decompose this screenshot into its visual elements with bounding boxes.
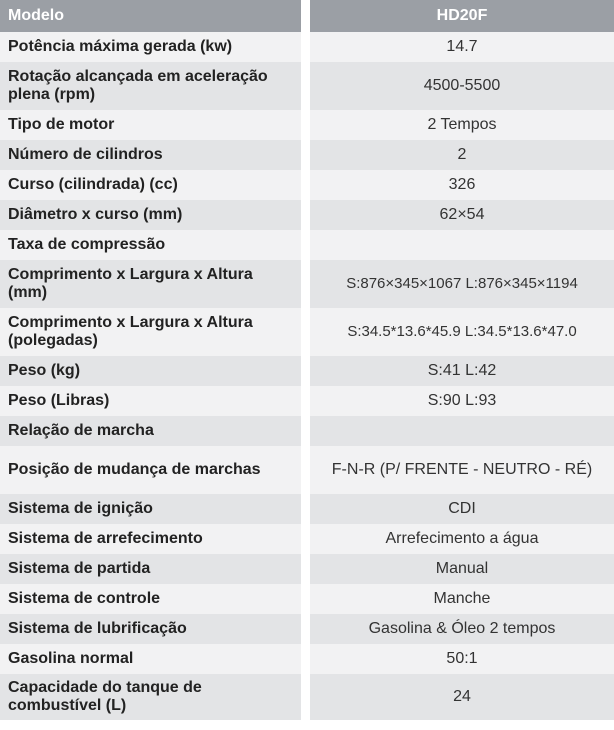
column-gap <box>301 356 310 386</box>
spec-value: 326 <box>310 170 614 200</box>
spec-row <box>0 446 614 494</box>
spec-value: S:90 L:93 <box>310 386 614 416</box>
column-gap <box>301 614 310 644</box>
spec-value: 62×54 <box>310 200 614 230</box>
spec-value: 4500-5500 <box>310 62 614 110</box>
column-gap <box>301 230 310 260</box>
spec-row <box>0 140 614 170</box>
spec-row <box>0 260 614 308</box>
spec-row <box>0 584 614 614</box>
spec-value: 24 <box>310 674 614 720</box>
column-gap <box>301 62 310 110</box>
column-gap <box>301 584 310 614</box>
spec-label: Comprimento x Largura x Altura (mm) <box>0 260 301 308</box>
column-gap <box>301 446 310 494</box>
spec-value: 14.7 <box>310 32 614 62</box>
column-gap <box>301 32 310 62</box>
column-gap <box>301 494 310 524</box>
spec-label: Curso (cilindrada) (cc) <box>0 170 301 200</box>
spec-label: Gasolina normal <box>0 644 301 674</box>
spec-row <box>0 110 614 140</box>
spec-value: S:41 L:42 <box>310 356 614 386</box>
spec-value: S:876×345×1067 L:876×345×1194 <box>310 260 614 308</box>
spec-value: Gasolina & Óleo 2 tempos <box>310 614 614 644</box>
spec-row <box>0 308 614 356</box>
spec-row <box>0 200 614 230</box>
column-gap <box>301 110 310 140</box>
column-gap <box>301 386 310 416</box>
header-row <box>0 0 614 32</box>
column-gap <box>301 170 310 200</box>
spec-label: Diâmetro x curso (mm) <box>0 200 301 230</box>
spec-label: Peso (kg) <box>0 356 301 386</box>
spec-row <box>0 614 614 644</box>
spec-value: 2 Tempos <box>310 110 614 140</box>
spec-label: Sistema de partida <box>0 554 301 584</box>
spec-row <box>0 62 614 110</box>
column-gap <box>301 200 310 230</box>
model-header-label: Modelo <box>0 0 301 32</box>
spec-value: F-N-R (P/ FRENTE - NEUTRO - RÉ) <box>310 446 614 494</box>
column-gap <box>301 260 310 308</box>
spec-row <box>0 32 614 62</box>
spec-label: Sistema de ignição <box>0 494 301 524</box>
spec-value: 2 <box>310 140 614 170</box>
spec-value: Manual <box>310 554 614 584</box>
column-gap <box>301 524 310 554</box>
column-gap <box>301 644 310 674</box>
model-header-value: HD20F <box>310 0 614 32</box>
spec-value: S:34.5*13.6*45.9 L:34.5*13.6*47.0 <box>310 308 614 356</box>
spec-label: Sistema de arrefecimento <box>0 524 301 554</box>
column-gap <box>301 140 310 170</box>
spec-row <box>0 674 614 720</box>
spec-row <box>0 170 614 200</box>
spec-row <box>0 416 614 446</box>
spec-label: Rotação alcançada em aceleração plena (rpm) <box>0 62 301 110</box>
spec-label: Número de cilindros <box>0 140 301 170</box>
spec-value: CDI <box>310 494 614 524</box>
column-gap <box>301 308 310 356</box>
spec-label: Tipo de motor <box>0 110 301 140</box>
spec-value: Arrefecimento a água <box>310 524 614 554</box>
spec-row <box>0 524 614 554</box>
spec-row <box>0 230 614 260</box>
spec-value: Manche <box>310 584 614 614</box>
spec-label: Taxa de compressão <box>0 230 301 260</box>
spec-value: 50:1 <box>310 644 614 674</box>
spec-row <box>0 356 614 386</box>
spec-label: Sistema de lubrificação <box>0 614 301 644</box>
spec-label: Relação de marcha <box>0 416 301 446</box>
column-gap <box>301 674 310 720</box>
spec-row <box>0 494 614 524</box>
spec-label: Comprimento x Largura x Altura (polegadas) <box>0 308 301 356</box>
spec-row <box>0 644 614 674</box>
spec-label: Posição de mudança de marchas <box>0 446 301 494</box>
spec-row <box>0 554 614 584</box>
spec-label: Capacidade do tanque de combustível (L) <box>0 674 301 720</box>
spec-label: Sistema de controle <box>0 584 301 614</box>
column-gap <box>301 554 310 584</box>
spec-value <box>310 416 614 446</box>
spec-value <box>310 230 614 260</box>
column-gap <box>301 416 310 446</box>
spec-row <box>0 386 614 416</box>
column-gap <box>301 0 310 32</box>
spec-label: Potência máxima gerada (kw) <box>0 32 301 62</box>
spec-label: Peso (Libras) <box>0 386 301 416</box>
